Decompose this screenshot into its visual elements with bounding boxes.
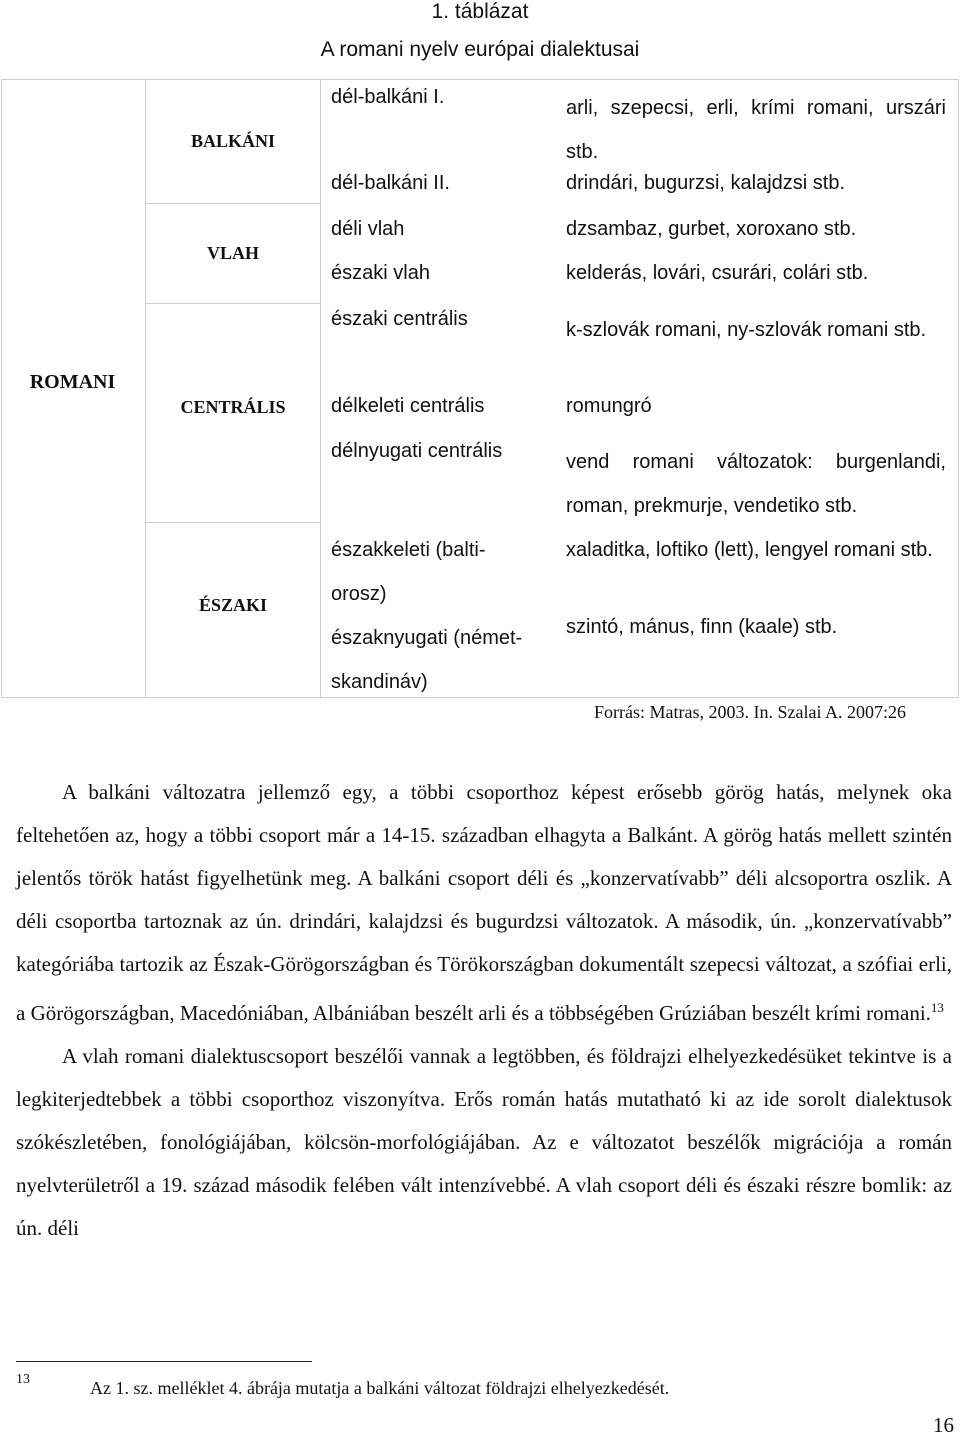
group-label-balkani: BALKÁNI — [190, 131, 275, 151]
root-label: ROMANI — [29, 371, 116, 393]
dialect-cell: délkeleti centrális — [331, 395, 485, 417]
varieties-cell: szintó, mánus, finn (kaale) stb. — [566, 616, 838, 638]
group-label-eszaki: ÉSZAKI — [198, 595, 268, 615]
column-divider — [320, 79, 321, 698]
group-divider — [145, 522, 320, 523]
varieties-cell: arli, szepecsi, erli, krími romani, urszári stb. — [566, 97, 946, 163]
table-title: A romani nyelv európai dialektusai — [320, 38, 640, 61]
paragraph: A vlah romani dialektuscsoport beszélői vannak a legtöbben, és földrajzi elhelyezkedésüket tekintve is a legkiterjedtebbek a többi csoporthoz viszonyítva. Erős román hatás mutatható ki az ide sorolt dialektusok szókészletében, fonológiájában, kölcsön-morfológiájában. Az e változatot beszélők migrációja a román nyelvterületről a 19. század második felében vált intenzívebbé. A vlah csoport déli és északi részre bomlik: az ún. déli — [16, 1044, 952, 1240]
dialect-cell: északi centrális — [331, 308, 468, 330]
footnote-rule — [16, 1361, 312, 1362]
footnote-reference[interactable]: 13 — [930, 1000, 944, 1015]
group-label-vlah: VLAH — [206, 243, 259, 263]
page-number: 16 — [933, 1413, 954, 1437]
varieties-cell: kelderás, lovári, csurári, colári stb. — [566, 262, 869, 284]
dialect-cell: déli vlah — [331, 218, 405, 240]
dialect-cell: északnyugati (német-skandináv) — [331, 627, 523, 693]
dialect-cell: dél-balkáni II. — [331, 172, 450, 194]
dialect-cell: északi vlah — [331, 262, 430, 284]
footnote-text: Az 1. sz. melléklet 4. ábrája mutatja a balkáni változat földrajzi elhelyezkedését. — [90, 1378, 670, 1398]
varieties-cell: k-szlovák romani, ny-szlovák romani stb. — [566, 319, 927, 341]
table-number: 1. táblázat — [431, 0, 529, 23]
footnote-number: 13 — [16, 1372, 30, 1387]
paragraph — [16, 771, 952, 1035]
group-label-centralis: CENTRÁLIS — [180, 397, 286, 417]
varieties-cell: dzsambaz, gurbet, xoroxano stb. — [566, 218, 857, 240]
varieties-cell: romungró — [566, 395, 652, 417]
paragraph-text: A balkáni változatra jellemző egy, a többi csoporthoz képest erősebb görög hatás, melynek oka feltehetően az, hogy a többi csoport már a 14-15. században elhagyta a Balkánt. A görög hatás mellett szintén jelentős török hatást figyelhetünk meg. A balkáni csoport déli és „konzervatívabb” déli alcsoportra oszlik. A déli csoportba tartoznak az ún. drindári, kalajdzsi és bugurdzsi változatok. A második, ún. „konzervatívabb” kategóriába tartozik az Észak-Görögországban és Törökországban dokumentált szepecsi változat, a szófiai erli, a Görögországban, Macedóniában, Albániában beszélt arli és a többségében Grúziában beszélt krími romani. — [16, 780, 952, 1025]
varieties-cell: drindári, bugurzsi, kalajdzsi stb. — [566, 172, 846, 194]
table-source: Forrás: Matras, 2003. In. Szalai A. 2007:26 — [594, 702, 906, 722]
body-text — [16, 771, 952, 1250]
varieties-cell: xaladitka, loftiko (lett), lengyel romani stb. — [566, 539, 933, 561]
dialect-cell: délnyugati centrális — [331, 440, 503, 462]
group-divider — [145, 203, 320, 204]
dialect-cell: északkeleti (balti-orosz) — [331, 539, 486, 605]
dialect-cell: dél-balkáni I. — [331, 86, 445, 108]
group-divider — [145, 303, 320, 304]
varieties-cell: vend romani változatok: burgenlandi, roman, prekmurje, vendetiko stb. — [566, 451, 946, 517]
